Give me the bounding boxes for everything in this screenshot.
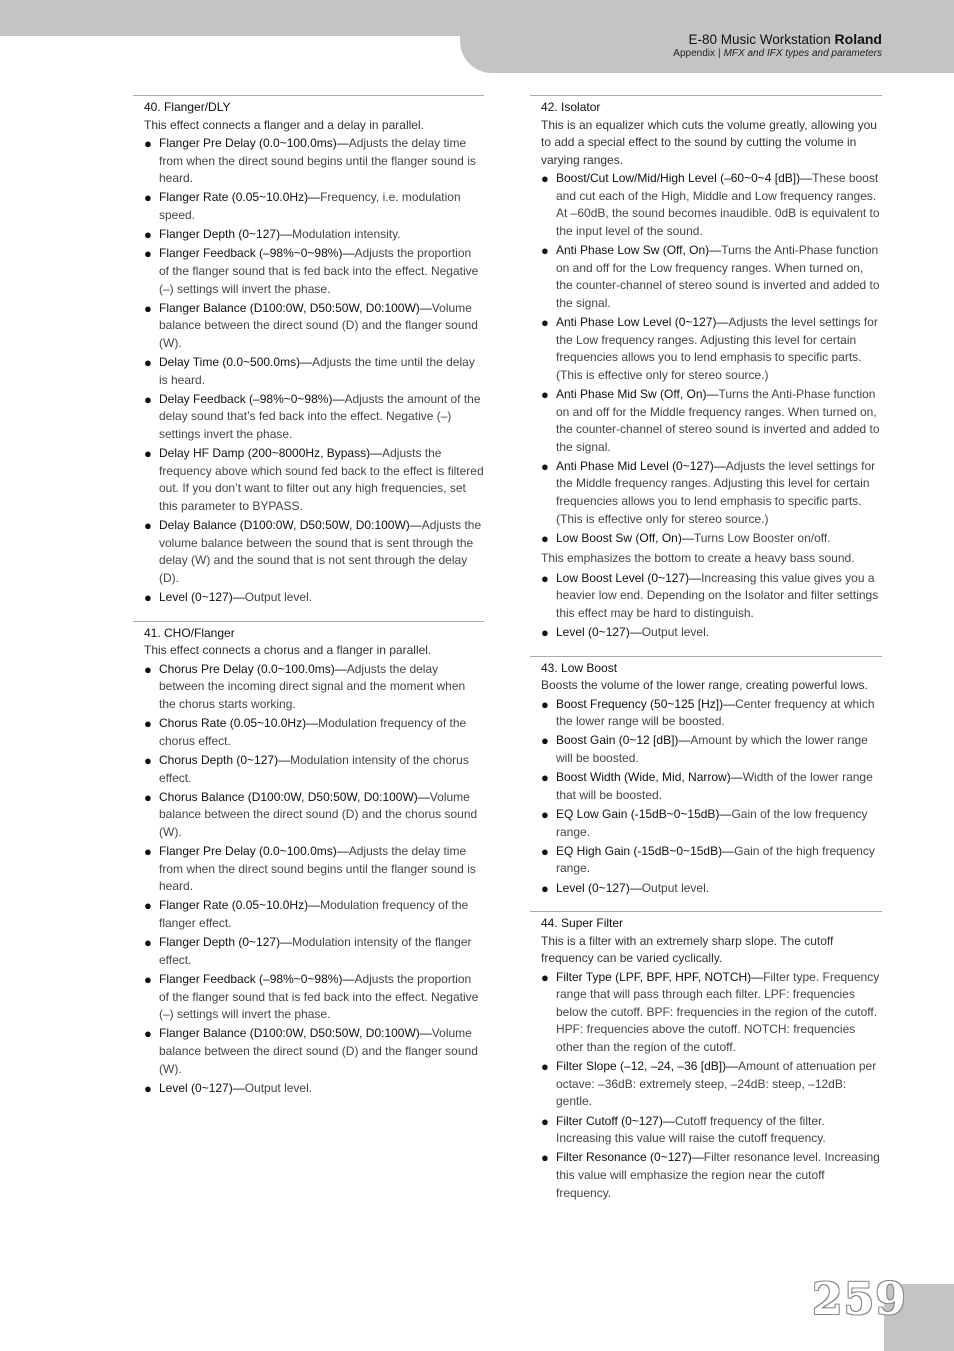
brand-logo: Roland: [834, 31, 882, 47]
parameter-description: Turns Low Booster on/off.: [693, 530, 831, 545]
parameter-item: [144, 1080, 484, 1098]
bullet-icon: ●: [541, 314, 549, 330]
parameter-description: Adjusts the delay time from when the direct sound begins until the flanger sound is heard.: [159, 136, 476, 186]
parameter-name: Boost Frequency (50~125 [Hz])—: [556, 696, 736, 711]
parameter-name: Anti Phase Low Sw (Off, On)—: [556, 242, 722, 257]
parameter-item: [541, 530, 882, 568]
parameter-name: Flanger Feedback (–98%~0~98%)—: [159, 246, 355, 261]
bullet-icon: ●: [144, 590, 152, 606]
parameter-item: [541, 843, 882, 878]
parameter-item: [541, 969, 882, 1057]
parameter-description: Output level.: [641, 625, 710, 639]
bullet-icon: ●: [144, 300, 152, 316]
parameter-description: Filter resonance level. Increasing this value will emphasize the region near the cutoff frequency.: [556, 1150, 880, 1200]
parameter-item: [541, 769, 882, 804]
parameter-note: This emphasizes the bottom to create a heavy bass sound.: [541, 551, 855, 566]
parameter-name: Filter Type (LPF, BPF, HPF, NOTCH)—: [556, 969, 764, 984]
parameter-item: [144, 789, 484, 842]
parameter-item: [144, 300, 484, 353]
bullet-icon: ●: [144, 1080, 152, 1096]
bullet-icon: ●: [144, 789, 152, 805]
parameter-description: Center frequency at which the lower range will be boosted.: [556, 696, 875, 729]
parameter-item: [144, 354, 484, 389]
breadcrumb-section: Appendix: [673, 48, 715, 59]
parameter-description: These boost and cut each of the High, Middle and Low frequency ranges. At –60dB, the sound becomes inaudible. 0dB is equivalent to the input level of the sound.: [556, 171, 880, 238]
parameter-name: Flanger Pre Delay (0.0~100.0ms)—: [159, 844, 349, 859]
parameter-name: Anti Phase Low Level (0~127)—: [556, 314, 729, 329]
parameter-item: [144, 445, 484, 515]
parameter-name: Filter Slope (–12, –24, –36 [dB])—: [556, 1059, 739, 1074]
parameter-name: Delay Balance (D100:0W, D50:50W, D0:100W)—: [159, 518, 422, 533]
effect-section: [133, 621, 484, 1098]
bullet-icon: ●: [144, 844, 152, 860]
left-column: [133, 95, 484, 1111]
parameter-name: EQ Low Gain (-15dB~0~15dB)—: [556, 806, 732, 821]
bullet-icon: ●: [144, 227, 152, 243]
effect-section: [530, 95, 882, 642]
parameter-description: Frequency, i.e. modulation speed.: [159, 190, 461, 222]
parameter-name: Chorus Depth (0~127)—: [159, 752, 291, 767]
parameter-name: Flanger Pre Delay (0.0~100.0ms)—: [159, 136, 349, 150]
product-name: E-80 Music Workstation: [688, 32, 831, 47]
effect-section: [530, 656, 882, 898]
bullet-icon: ●: [144, 355, 152, 371]
parameter-description: Output level.: [244, 1080, 313, 1095]
parameter-description: Modulation frequency of the flanger effect.: [159, 898, 469, 931]
section-intro: This effect connects a flanger and a delay in parallel.: [144, 117, 424, 132]
bullet-icon: ●: [541, 625, 549, 640]
parameter-name: Level (0~127)—: [159, 1080, 245, 1095]
parameter-description: Volume balance between the direct sound (D) and the flanger sound (W).: [159, 1026, 478, 1076]
parameter-item: [541, 1113, 882, 1148]
parameter-description: Filter type. Frequency range that will pass through each filter. LPF: frequencies below the cutoff. BPF: frequencies in the region of the cutoff. HPF: frequencies above the cutoff. NOTCH: frequencies other than the region of the cutoff.: [556, 969, 880, 1054]
parameter-item: [144, 189, 484, 224]
bullet-icon: ●: [541, 386, 549, 402]
parameter-name: Low Boost Sw (Off, On)—: [556, 530, 694, 545]
parameter-description: Adjusts the level settings for the Low frequency ranges. Adjusting this level for certain frequencies allows you to lend emphasis to specific parts. (This is effective only for stereo source.): [556, 314, 878, 382]
bullet-icon: ●: [144, 246, 152, 262]
parameter-name: Level (0~127)—: [556, 880, 642, 895]
parameter-item: [144, 1025, 484, 1078]
parameter-description: Modulation intensity of the flanger effect.: [159, 935, 472, 967]
parameter-description: Adjusts the volume balance between the sound that is sent through the delay (W) and the sound that is not sent through the delay (D).: [159, 518, 482, 585]
parameter-item: [144, 391, 484, 444]
parameter-item: [144, 589, 484, 607]
parameter-name: Delay HF Damp (200~8000Hz, Bypass)—: [159, 446, 383, 461]
parameter-name: Chorus Rate (0.05~10.0Hz)—: [159, 716, 319, 731]
bullet-icon: ●: [541, 806, 549, 822]
parameter-item: [541, 732, 882, 767]
bullet-icon: ●: [144, 935, 152, 951]
section-title: 42. Isolator: [541, 100, 601, 114]
bullet-icon: ●: [541, 969, 549, 985]
breadcrumb-subsection: MFX and IFX types and parameters: [723, 48, 882, 59]
parameter-description: Modulation frequency of the chorus effect.: [159, 716, 467, 748]
parameter-name: Boost/Cut Low/Mid/High Level (–60~0~4 [dB])—: [556, 171, 813, 185]
parameter-description: Gain of the low frequency range.: [556, 806, 868, 839]
breadcrumb-separator: |: [717, 48, 721, 59]
section-title: 41. CHO/Flanger: [144, 625, 235, 640]
parameter-name: Flanger Rate (0.05~10.0Hz)—: [159, 190, 321, 205]
bullet-icon: ●: [541, 843, 549, 859]
parameter-description: Turns the Anti-Phase function on and off for the Low frequency ranges. When turned on, the counter-channel of stereo sound is inverted and added to the signal.: [556, 242, 880, 310]
bullet-icon: ●: [541, 171, 549, 186]
bullet-icon: ●: [144, 136, 152, 151]
bullet-icon: ●: [541, 770, 549, 786]
parameter-name: Filter Cutoff (0~127)—: [556, 1113, 675, 1128]
parameter-description: Adjusts the delay between the incoming direct signal and the moment when the chorus starts working.: [159, 661, 466, 711]
parameter-item: [144, 135, 484, 188]
parameter-description: Output level.: [244, 590, 313, 605]
parameter-description: Adjusts the time until the delay is heard.: [159, 355, 475, 387]
section-title: 44. Super Filter: [541, 916, 624, 931]
right-column: [530, 95, 882, 1216]
parameter-description: Adjusts the level settings for the Middle frequency ranges. Adjusting this level for certain frequencies allows you to lend emphasis to specific parts. (This is effective only for stereo source.): [556, 458, 876, 526]
parameter-item: [541, 880, 882, 898]
parameter-description: Turns the Anti-Phase function on and off for the Middle frequency ranges. When turned on, the counter-channel of stereo sound is inverted and added to the signal.: [556, 386, 880, 454]
parameter-name: Flanger Depth (0~127)—: [159, 227, 293, 242]
bullet-icon: ●: [144, 716, 152, 732]
bullet-icon: ●: [541, 696, 549, 712]
bullet-icon: ●: [541, 570, 549, 586]
parameter-description: Adjusts the delay time from when the direct sound begins until the flanger sound is heard.: [159, 844, 476, 894]
parameter-name: Flanger Depth (0~127)—: [159, 935, 293, 950]
parameter-item: [144, 661, 484, 714]
parameter-description: Adjusts the amount of the delay sound that’s fed back into the effect. Negative (–) settings invert the phase.: [159, 391, 481, 442]
parameter-name: Flanger Balance (D100:0W, D50:50W, D0:100W)—: [159, 300, 432, 315]
effect-section: [133, 95, 484, 607]
parameter-item: [541, 458, 882, 528]
parameter-item: [144, 715, 484, 750]
bullet-icon: ●: [144, 1026, 152, 1042]
parameter-name: Anti Phase Mid Sw (Off, On)—: [556, 386, 719, 401]
effect-section: [530, 911, 882, 1202]
parameter-name: Chorus Pre Delay (0.0~100.0ms)—: [159, 661, 347, 676]
parameter-item: [541, 696, 882, 731]
parameter-item: [144, 843, 484, 896]
parameter-name: EQ High Gain (-15dB~0~15dB)—: [556, 843, 735, 858]
parameter-description: Amount by which the lower range will be boosted.: [556, 733, 868, 765]
bullet-icon: ●: [541, 1150, 549, 1166]
parameter-name: Delay Feedback (–98%~0~98%)—: [159, 391, 345, 406]
section-intro: This is an equalizer which cuts the volume greatly, allowing you to add a special effect to the sound by cutting the volume in varying ranges.: [541, 117, 877, 167]
section-intro: Boosts the volume of the lower range, creating powerful lows.: [541, 678, 868, 693]
parameter-description: Width of the lower range that will be boosted.: [556, 770, 873, 802]
bullet-icon: ●: [144, 518, 152, 534]
parameter-description: Increasing this value gives you a heavier low end. Depending on the Isolator and filter settings this effect may be hard to distinguish.: [556, 570, 879, 620]
parameter-description: Modulation intensity of the chorus effect.: [159, 752, 469, 785]
parameter-description: Adjusts the proportion of the flanger sound that is fed back into the effect. Negative (–) settings will invert the phase.: [159, 246, 479, 296]
section-intro: This is a filter with an extremely sharp slope. The cutoff frequency can be varied cyclically.: [541, 933, 834, 966]
bullet-icon: ●: [541, 530, 549, 546]
parameter-name: Flanger Balance (D100:0W, D50:50W, D0:100W)—: [159, 1026, 432, 1041]
bullet-icon: ●: [541, 880, 549, 896]
bullet-icon: ●: [144, 661, 152, 677]
bullet-icon: ●: [541, 242, 549, 258]
parameter-name: Delay Time (0.0~500.0ms)—: [159, 355, 313, 370]
parameter-description: Volume balance between the direct sound (D) and the chorus sound (W).: [159, 789, 478, 839]
bullet-icon: ●: [144, 752, 152, 768]
parameter-item: [144, 226, 484, 244]
parameter-item: [144, 517, 484, 587]
parameter-item: [541, 624, 882, 642]
section-title: 43. Low Boost: [541, 660, 618, 675]
parameter-item: [144, 752, 484, 787]
parameter-item: [541, 170, 882, 240]
parameter-description: Cutoff frequency of the filter. Increasing this value will raise the cutoff frequency.: [556, 1113, 826, 1146]
parameter-item: [541, 570, 882, 623]
bullet-icon: ●: [144, 446, 152, 462]
parameter-description: Adjusts the frequency above which sound fed back to the effect is filtered out. If you don’t want to filter out any high frequencies, set this parameter to BYPASS.: [159, 446, 484, 514]
parameter-item: [541, 1149, 882, 1202]
page-number: 259: [812, 1274, 907, 1325]
bullet-icon: ●: [541, 458, 549, 474]
parameter-name: Anti Phase Mid Level (0~127)—: [556, 458, 726, 473]
parameter-name: Chorus Balance (D100:0W, D50:50W, D0:100W)—: [159, 789, 430, 804]
parameter-description: Modulation intensity.: [292, 227, 401, 242]
header-title: [688, 31, 882, 47]
parameter-item: [541, 1058, 882, 1111]
section-title: 40. Flanger/DLY: [144, 100, 231, 114]
bullet-icon: ●: [144, 898, 152, 914]
parameter-name: Flanger Rate (0.05~10.0Hz)—: [159, 898, 321, 913]
parameter-item: [541, 242, 882, 312]
parameter-description: Adjusts the proportion of the flanger sound that is fed back into the effect. Negative (–) settings will invert the phase.: [159, 972, 479, 1022]
parameter-description: Volume balance between the direct sound (D) and the flanger sound (W).: [159, 300, 478, 350]
bullet-icon: ●: [144, 972, 152, 988]
parameter-description: Output level.: [641, 880, 710, 895]
parameter-name: Boost Gain (0~12 [dB])—: [556, 733, 691, 748]
header-breadcrumb: [673, 48, 882, 59]
parameter-item: [541, 314, 882, 384]
parameter-name: Flanger Feedback (–98%~0~98%)—: [159, 972, 355, 987]
bullet-icon: ●: [541, 733, 549, 749]
bullet-icon: ●: [144, 391, 152, 407]
parameter-name: Filter Resonance (0~127)—: [556, 1150, 704, 1165]
bullet-icon: ●: [541, 1059, 549, 1075]
parameter-name: Level (0~127)—: [159, 590, 245, 605]
parameter-item: [541, 386, 882, 456]
parameter-item: [541, 806, 882, 841]
parameter-name: Boost Width (Wide, Mid, Narrow)—: [556, 770, 743, 785]
parameter-description: Amount of attenuation per octave: –36dB: extremely steep, –24dB: steep, –12dB: gentle.: [556, 1059, 877, 1109]
parameter-item: [144, 245, 484, 298]
section-intro: This effect connects a chorus and a flanger in parallel.: [144, 643, 432, 658]
parameter-name: Level (0~127)—: [556, 625, 642, 639]
parameter-description: Gain of the high frequency range.: [556, 843, 875, 876]
bullet-icon: ●: [541, 1113, 549, 1129]
parameter-name: Low Boost Level (0~127)—: [556, 570, 702, 585]
bullet-icon: ●: [144, 190, 152, 206]
parameter-item: [144, 897, 484, 932]
parameter-item: [144, 934, 484, 969]
parameter-item: [144, 971, 484, 1024]
